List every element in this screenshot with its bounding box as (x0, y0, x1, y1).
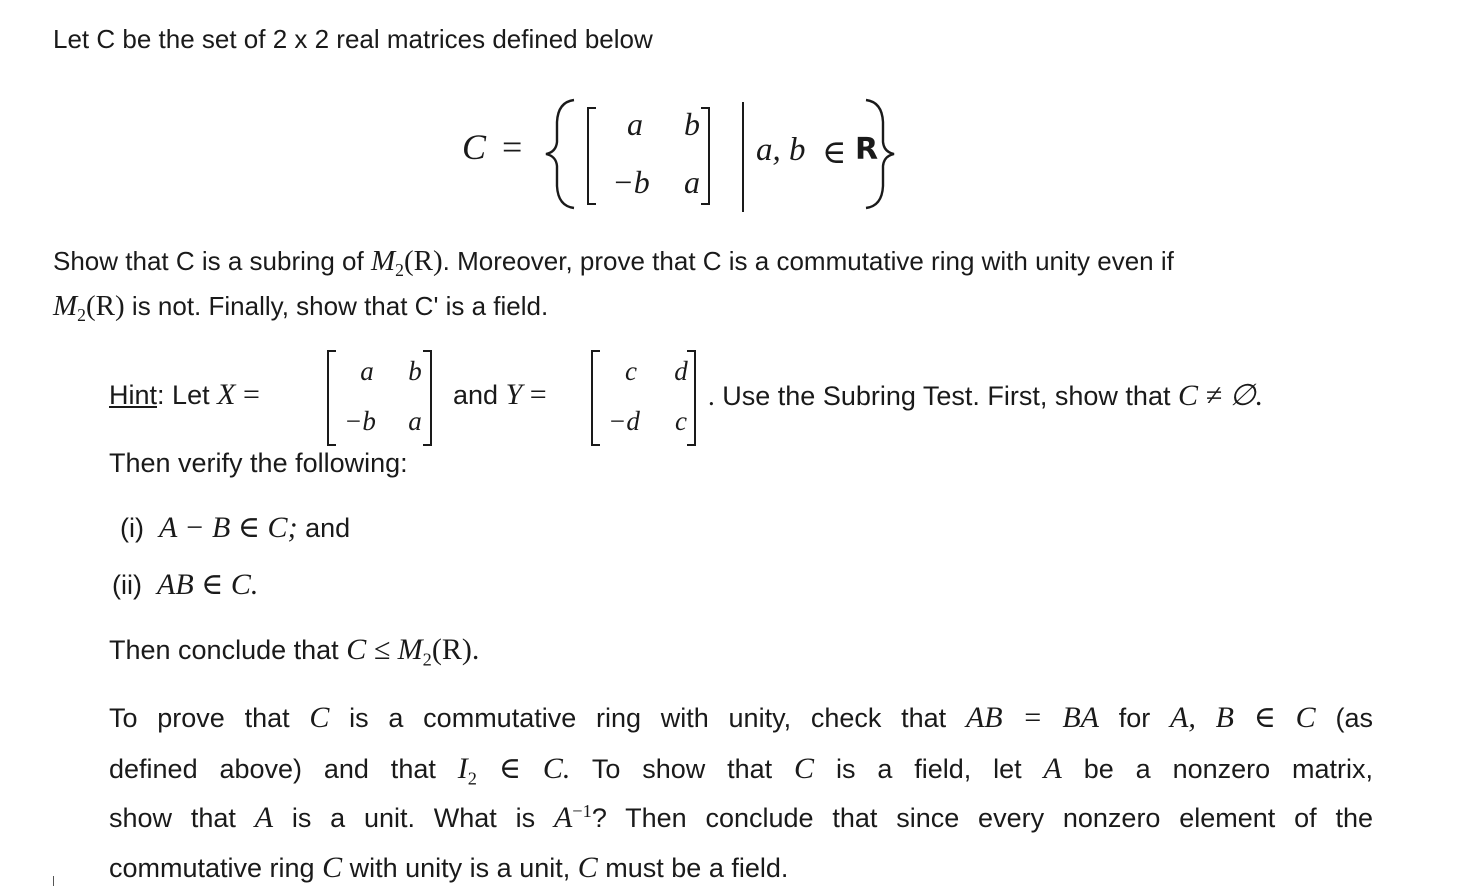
final-l1-d: AB = BA (965, 701, 1099, 734)
verify-item1-math: A − B ∈ C; (159, 511, 298, 544)
hint-mid (453, 378, 547, 412)
final-l2-sub: 2 (467, 768, 477, 789)
final-l1-e: for (1118, 703, 1151, 733)
final-l3-a: show that (109, 803, 236, 833)
set-matrix-r1c1: a (627, 106, 643, 142)
final-l2-f: is a field, let (835, 754, 1022, 784)
final-l1-b: C (309, 701, 330, 734)
set-equals: = (502, 127, 523, 167)
hint-y-r1c1: c (625, 356, 637, 386)
task-line1-M: M (370, 245, 396, 277)
final-l4-b: C (322, 851, 343, 884)
verify-item1-and: and (305, 513, 351, 543)
conclude-math-pre: C ≤ M (346, 633, 423, 666)
verify-item-2 (112, 567, 258, 602)
final-l4-d: C (577, 851, 598, 884)
task-line2-sub: 2 (77, 305, 87, 326)
final-l2-d: To show that (591, 754, 773, 784)
final-l2-g: A (1043, 752, 1062, 785)
final-l2-b: I (457, 752, 468, 785)
final-line-3 (109, 801, 1373, 835)
final-l2-e: C (794, 752, 815, 785)
final-l1-c: is a commutative ring with unity, check that (349, 703, 947, 733)
set-lhs: C (462, 127, 487, 167)
set-matrix-r2c1: −b (612, 164, 650, 200)
final-l1-g: (as (1335, 703, 1373, 733)
verify-item1-num: (i) (120, 513, 144, 543)
set-condition-in: ∈ (822, 135, 847, 171)
set-condition-reals: R (855, 132, 879, 167)
hint-y-r2c2: c (675, 406, 687, 436)
hint-y-r2c1: −d (608, 406, 640, 436)
final-l3-sup: −1 (572, 801, 592, 821)
conclude-text: Then conclude that (109, 635, 339, 665)
hint-nonempty: C ≠ ∅. (1177, 379, 1264, 412)
final-l2-c: ∈ C. (498, 752, 571, 785)
verify-item-1 (120, 510, 350, 545)
hint-label: Hint (109, 380, 158, 410)
conclude-line (109, 633, 480, 670)
task-line-1 (53, 245, 1174, 281)
final-l2-a: defined above) and that (109, 754, 436, 784)
text-cursor (53, 876, 54, 886)
final-l4-e: must be a field. (605, 853, 789, 883)
final-line-1 (109, 700, 1373, 735)
final-line-4 (109, 851, 788, 885)
final-l1-f: A, B ∈ C (1170, 701, 1316, 734)
task-line1-sub: 2 (395, 260, 404, 281)
final-l4-a: commutative ring (109, 853, 315, 883)
hint-x-r1c2: b (408, 356, 422, 386)
final-l3-d: A (553, 801, 573, 834)
set-matrix-r2c2: a (684, 164, 700, 200)
final-l4-c: with unity is a unit, (349, 853, 571, 883)
hint-subring-test: Use the Subring Test. First, show that (722, 381, 1171, 411)
hint-x-r2c2: a (408, 406, 422, 436)
final-l1-a: To prove that (109, 703, 290, 733)
verify-intro: Then verify the following: (109, 448, 408, 478)
task-line2-post: is not. Finally, show that C' is a field. (124, 291, 549, 321)
intro-text: Let C be the set of 2 x 2 real matrices defined below (53, 24, 653, 54)
set-condition-vars: a, b (756, 132, 806, 168)
hint-lead (109, 378, 260, 412)
hint-Y: Y (505, 378, 523, 411)
hint-y-r1c2: d (674, 356, 688, 386)
hint-colon: : (157, 380, 165, 410)
conclude-math-post: (R). (431, 633, 480, 666)
hint-tail (708, 378, 1263, 413)
task-line2-M: M (53, 290, 78, 322)
task-line1-set: (R) (403, 245, 443, 277)
hint-eq-y: = (529, 378, 547, 411)
task-line-2 (53, 290, 549, 326)
hint-x-r1c1: a (360, 356, 374, 386)
task-line1-pre: Show that C is a subring of (53, 246, 371, 276)
conclude-math-sub: 2 (422, 649, 432, 670)
final-l3-b: A (254, 801, 274, 834)
final-l3-c: is a unit. What is (291, 803, 536, 833)
verify-item2-math: AB ∈ C. (157, 568, 259, 601)
hint-period: . (708, 381, 715, 411)
hint-x-r2c1: −b (344, 406, 376, 436)
task-line2-set: (R) (86, 290, 125, 322)
hint-X: X (217, 378, 236, 411)
final-l3-e: ? Then conclude that since every nonzero element of the (591, 803, 1373, 833)
set-matrix-r1c2: b (684, 106, 700, 142)
task-line1-post: . Moreover, prove that C is a commutative ring with unity even if (442, 246, 1174, 276)
hint-eq-x: = (242, 378, 260, 411)
hint-and: and (453, 380, 499, 410)
hint-let: Let (172, 380, 210, 410)
verify-item2-num: (ii) (112, 570, 142, 600)
final-line-2 (109, 751, 1374, 789)
final-l2-h: be a nonzero matrix, (1083, 754, 1374, 784)
